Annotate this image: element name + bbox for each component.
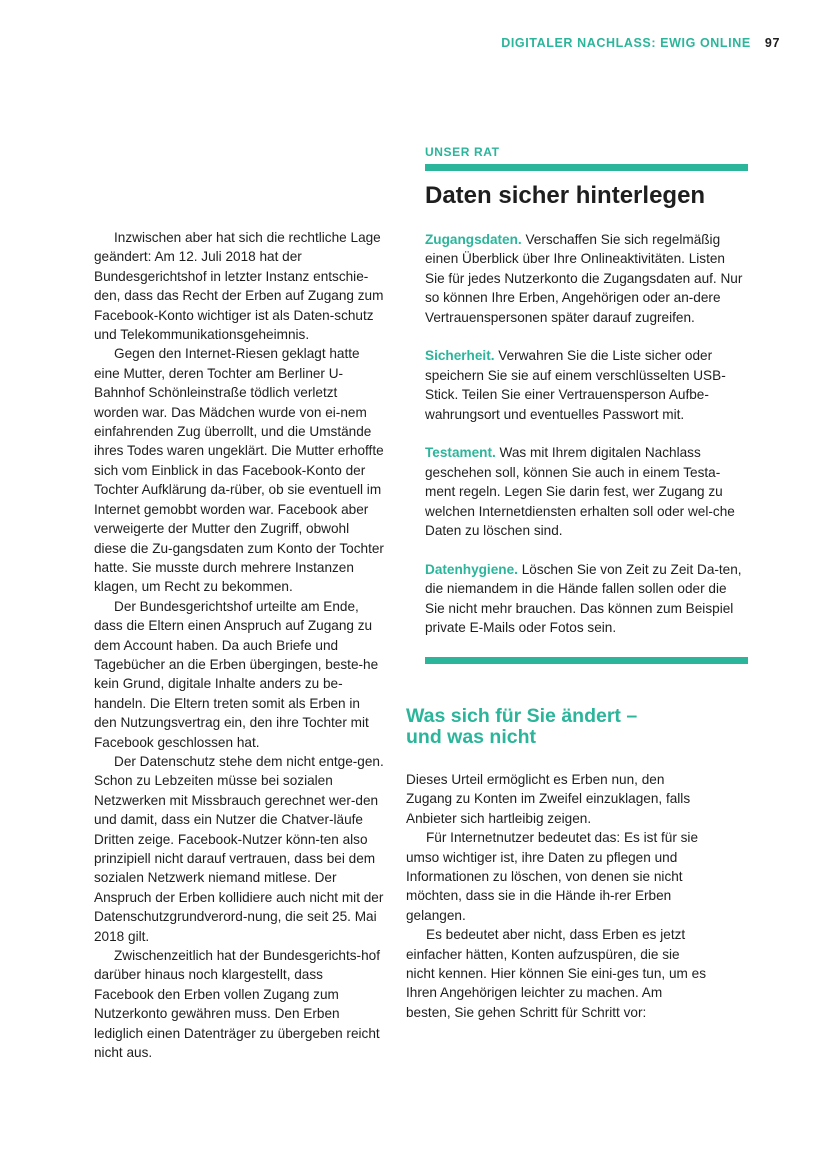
body-paragraph: Es bedeutet aber nicht, dass Erben es jetzt einfacher hätten, Konten aufzuspüren, die sie nicht kennen. Hier können Sie eini-ges tun, um es Ihren Angehörigen leichter zu machen. Am besten, Sie gehen Schritt für Schritt vor: <box>406 927 706 1020</box>
page-number: 97 <box>764 36 780 50</box>
advice-text: Was mit Ihrem digitalen Nachlass geschehen soll, können Sie auch in einem Testa-ment regeln. Legen Sie darin fest, wer Zugang zu welchen Internetdiensten erhalten soll oder wel-che Daten zu löschen sind. <box>425 445 735 539</box>
body-paragraph: Zwischenzeitlich hat der Bundesgerichts-hof darüber hinaus noch klargestellt, dass Facebook den Erben vollen Zugang zum Nutzerkonto gewähren muss. Den Erben lediglich einen Datenträger zu übergeben reicht nicht aus. <box>94 948 380 1061</box>
body-paragraph: Der Bundesgerichtshof urteilte am Ende, dass die Eltern einen Anspruch auf Zugang zu dem Account haben. Da auch Briefe und Tagebücher an die Erben übergingen, beste-he kein Grund, digitale Inhalte anders zu be-handeln. Die Eltern treten somit als Erben in den Nutzungsvertrag ein, den ihre Tochter mit Facebook geschlossen hat. <box>94 598 379 750</box>
left-column <box>94 228 384 1062</box>
section-heading <box>406 706 706 748</box>
advice-title: Daten sicher hinterlegen <box>425 182 706 209</box>
advice-term: Sicherheit. <box>425 348 495 364</box>
advice-term: Datenhygiene. <box>425 561 518 577</box>
advice-item <box>425 346 748 424</box>
body-paragraph: Gegen den Internet-Riesen geklagt hatte eine Mutter, deren Tochter am Berliner U-Bahnhof Schönleinstraße tödlich verletzt worden war. Das Mädchen wurde von ei-nem einfahrenden Zug überrollt, und die Umstände ihres Todes waren ungeklärt. Die Mutter erhoffte sich vom Einblick in das Facebook-Konto der Tochter Aufklärung da-rüber, ob sie eventuell im Internet gemobbt worden war. Facebook aber verweigerte der Mutter den Zugriff, obwohl diese die Zu-gangsdaten zum Konto der Tochter hatte. Sie musste durch mehrere Instanzen klagen, um Recht zu bekommen. <box>94 346 384 595</box>
advice-term: Testament. <box>425 445 496 461</box>
advice-top-bar <box>425 164 748 171</box>
heading-line: und was nicht <box>406 726 537 748</box>
section-title: DIGITALER NACHLASS: EWIG ONLINE <box>501 36 751 50</box>
advice-text: Löschen Sie von Zeit zu Zeit Da-ten, die niemandem in die Hände fallen sollen oder die Sie nicht mehr brauchen. Das können zum Beispiel private E-Mails oder Fotos sein. <box>425 561 742 636</box>
body-paragraph: Inzwischen aber hat sich die rechtliche Lage geändert: Am 12. Juli 2018 hat der Bundesgerichtshof in letzter Instanz entschie-den, dass das Recht der Erben auf Zugang zum Facebook-Konto wichtiger ist als Daten-schutz und Telekommunikationsgeheimnis. <box>94 230 384 343</box>
advice-item <box>425 560 748 638</box>
advice-item <box>425 443 748 540</box>
running-header <box>501 36 780 50</box>
advice-text: Verschaffen Sie sich regelmäßig einen Überblick über Ihre Onlineaktivitäten. Listen Sie für jedes Nutzerkonto die Zugangsdaten auf. Nur so können Ihre Erben, Angehörigen oder an-dere Vertrauenspersonen später darauf zugreifen. <box>425 232 743 325</box>
changes-section <box>406 706 706 1022</box>
heading-line: Was sich für Sie ändert – <box>406 705 638 727</box>
advice-term: Zugangsdaten. <box>425 232 522 247</box>
body-paragraph: Für Internetnutzer bedeutet das: Es ist für sie umso wichtiger ist, ihre Daten zu pflegen und Informationen zu löschen, von denen sie nicht möchten, dass sie in die Hände ih-rer Erben gelangen. <box>406 830 699 923</box>
body-paragraph: Der Datenschutz stehe dem nicht entge-gen. Schon zu Lebzeiten müsse bei sozialen Netzwerken mit Missbrauch gerechnet wer-den und damit, dass ein Nutzer die Chatver-läufe Dritten zeige. Facebook-Nutzer könn-ten also prinzipiell nicht darauf vertrauen, dass bei dem sozialen Netzwerk niemand mitlese. Der Anspruch der Erben kollidiere auch nicht mit der Datenschutzgrundverord-nung, die seit 25. Mai 2018 gilt. <box>94 753 384 944</box>
advice-item <box>425 230 748 327</box>
body-paragraph: Dieses Urteil ermöglicht es Erben nun, den Zugang zu Konten im Zweifel einzuklagen, falls Anbieter sich hartleibig zeigen. <box>406 772 691 826</box>
advice-label: UNSER RAT <box>425 145 500 159</box>
advice-box <box>425 145 748 664</box>
advice-bottom-bar <box>425 657 748 664</box>
advice-text: Verwahren Sie die Liste sicher oder speichern Sie sie auf einem verschlüsselten USB-Stick. Teilen Sie einer Vertrauensperson Aufbe-wahrungsort und eventuelles Passwort mit. <box>425 348 726 422</box>
